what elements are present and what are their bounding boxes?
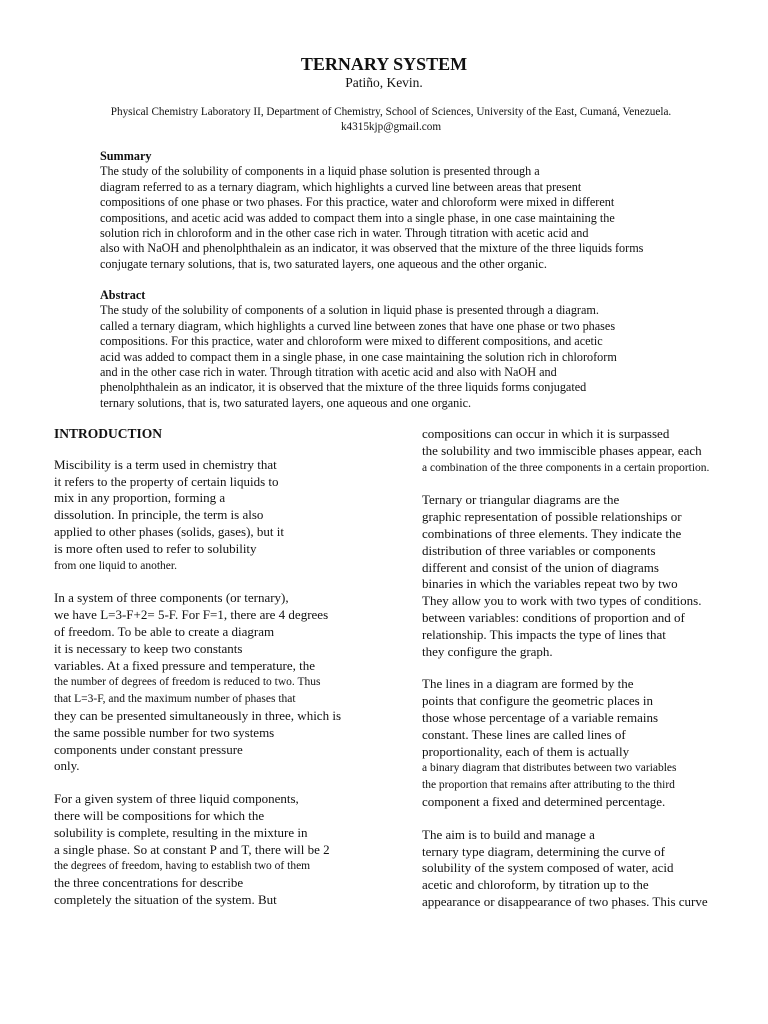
abstract-line: compositions. For this practice, water and chloroform were mixed to different compositions, and acetic [100,334,603,349]
abstract-body [100,303,710,411]
body-line: The aim is to build and manage a [422,826,595,842]
body-line: mix in any proportion, forming a [54,490,226,506]
body-line: points that configure the geometric places in [422,693,654,709]
abstract-line: ternary solutions, that is, two saturated layers, one aqueous and one organic. [100,395,472,410]
body-line: dissolution. In principle, the term is also [54,507,264,523]
body-paragraph [54,457,384,575]
abstract-line: acid was added to compact them in a single phase, in one case maintaining the solution rich in chloroform [100,349,617,364]
body-line: different and consist of the union of diagrams [422,559,659,575]
body-line: proportionality, each of them is actually [422,743,630,759]
body-line: distribution of three variables or components [422,542,656,558]
body-line: is more often used to refer to solubility [54,540,257,556]
body-line: applied to other phases (solids, gases), but it [54,523,284,539]
body-paragraph [422,676,767,810]
paper-title: TERNARY SYSTEM [300,54,468,74]
body-line: component a fixed and determined percentage. [422,793,666,809]
body-line: components under constant pressure [54,741,243,757]
body-line: the solubility and two immiscible phases appear, each [422,442,702,458]
body-line: They allow you to work with two types of conditions. [422,593,702,609]
body-line: there will be compositions for which the [54,807,265,823]
body-line: they can be presented simultaneously in three, which is [54,707,342,723]
summary-body [100,164,710,272]
body-line: it is necessary to keep two constants [54,640,243,656]
summary-line: diagram referred to as a ternary diagram, which highlights a curved line between areas that present [100,179,582,194]
body-line: relationship. This impacts the type of lines that [422,626,666,642]
summary-heading: Summary [100,149,152,163]
body-line: combinations of three elements. They indicate the [422,525,682,541]
abstract-line: called a ternary diagram, which highlights a curved line between zones that have one phase or two phases [100,318,616,333]
summary-line: also with NaOH and phenolphthalein as an indicator, it was observed that the mixture of the three liquids forms [100,241,644,256]
summary-line: solution rich in chloroform and in the other case rich in water. Through titration with acetic acid and [100,226,589,241]
abstract-line: phenolphthalein as an indicator, it is observed that the mixture of the three liquids forms conjugated [100,380,587,395]
abstract-heading: Abstract [100,288,146,302]
left-column [54,426,384,925]
body-line: The lines in a diagram are formed by the [422,676,634,692]
body-paragraph [422,492,767,660]
abstract-section [100,288,710,411]
summary-line: compositions, and acetic acid was added to compact them into a single phase, in one case maintaining the [100,210,615,225]
affiliation-block [40,105,742,135]
body-line: compositions can occur in which it is surpassed [422,426,670,441]
body-line: the same possible number for two systems [54,724,275,740]
body-paragraph [422,426,767,476]
body-line: they configure the graph. [422,643,553,659]
body-line: For a given system of three liquid components, [54,791,299,807]
introduction-heading: INTRODUCTION [54,426,163,441]
body-line: variables. At a fixed pressure and temperature, the [54,657,315,673]
body-line: Ternary or triangular diagrams are the [422,492,620,508]
body-line: acetic and chloroform, by titration up to the [422,877,649,893]
body-line: constant. These lines are called lines of [422,726,626,742]
author-email: k4315kjp@gmail.com [340,121,442,133]
body-line: solubility is complete, resulting in the mixture in [54,824,308,840]
affiliation: Physical Chemistry Laboratory II, Department of Chemistry, School of Sciences, University of the East, Cumaná, Venezuela. [110,106,672,118]
body-line: a binary diagram that distributes between two variables [422,762,677,775]
body-line: Miscibility is a term used in chemistry that [54,456,277,472]
body-paragraph [54,590,384,775]
body-line: of freedom. To be able to create a diagram [54,623,275,639]
body-line: appearance or disappearance of two phases. This curve [422,893,708,909]
body-line: those whose percentage of a variable remains [422,709,659,725]
author-name: Patiño, Kevin. [345,75,423,90]
summary-line: The study of the solubility of components in a liquid phase solution is presented through a [100,164,540,179]
body-line: binaries in which the variables repeat two by two [422,576,678,592]
body-line: that L=3-F, and the maximum number of phases that [54,693,296,706]
body-line: solubility of the system composed of water, acid [422,860,674,876]
summary-section [100,149,710,272]
body-paragraph [422,827,767,911]
body-line: In a system of three components (or ternary), [54,590,289,606]
body-line: a combination of the three components in a certain proportion. [422,461,710,474]
body-line: the degrees of freedom, having to establish two of them [54,860,311,873]
body-paragraph [54,791,384,909]
body-line: it refers to the property of certain liquids to [54,473,279,489]
body-line: a single phase. So at constant P and T, there will be 2 [54,841,330,857]
body-line: completely the situation of the system. But [54,891,277,907]
body-line: the number of degrees of freedom is reduced to two. Thus [54,676,321,689]
body-line: graphic representation of possible relationships or [422,509,682,525]
body-line: ternary type diagram, determining the curve of [422,843,665,859]
body-line: between variables: conditions of proportion and of [422,609,685,625]
summary-line: conjugate ternary solutions, that is, two saturated layers, one aqueous and the other organic. [100,256,547,271]
body-line: we have L=3-F+2= 5-F. For F=1, there are 4 degrees [54,607,329,623]
right-column [422,426,767,927]
body-line: from one liquid to another. [54,559,177,572]
abstract-line: and in the other case rich in water. Through titration with acetic acid and also with NaOH and [100,365,557,380]
body-line: the three concentrations for describe [54,875,244,891]
abstract-line: The study of the solubility of components of a solution in liquid phase is presented through a diagram. [100,303,599,318]
body-line: the proportion that remains after attributing to the third [422,779,675,792]
body-line: only. [54,758,80,774]
summary-line: compositions of one phase or two phases. For this practice, water and chloroform were mixed in different [100,195,615,210]
